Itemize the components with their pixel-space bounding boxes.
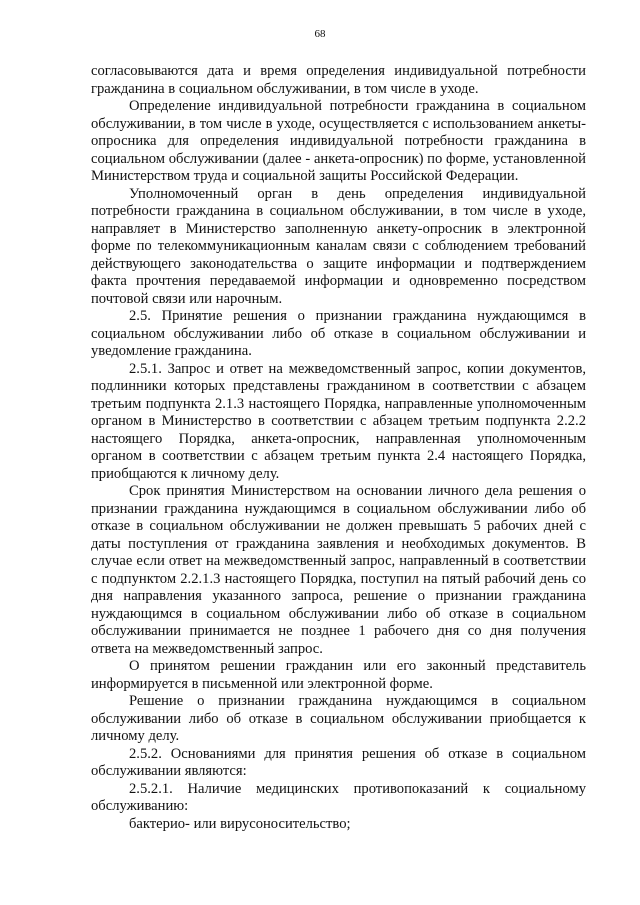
document-body	[91, 63, 586, 833]
paragraph-3: Уполномоченный орган в день определения индивидуальной потребности гражданина в социальном обслуживании, в том числе в уходе, направляет в Министерство заполненную анкету-опросник в электронной форме по телекоммуникационным каналам связи с соблюдением требований действующего законодательства о защите информации и подтверждением факта прочтения передаваемой информации и одновременно посредством почтовой связи или нарочным.	[91, 185, 586, 307]
paragraph-9: 2.5.2. Основаниями для принятия решения об отказе в социальном обслуживании являются:	[91, 745, 586, 779]
paragraph-8: Решение о признании гражданина нуждающимся в социальном обслуживании либо об отказе в социальном обслуживании приобщается к личному делу.	[91, 693, 586, 744]
paragraph-1: согласовываются дата и время определения индивидуальной потребности гражданина в социальном обслуживании, в том числе в уходе.	[91, 63, 586, 97]
paragraph-4: 2.5. Принятие решения о признании гражданина нуждающимся в социальном обслуживании либо об отказе в социальном обслуживании и уведомление гражданина.	[91, 308, 586, 359]
paragraph-2: Определение индивидуальной потребности гражданина в социальном обслуживании, в том числе в уходе, осуществляется с использованием анкеты-опросника для определения индивидуальной потребности гражданина в социальном обслуживании (далее - анкета-опросник) по форме, установленной Министерством труда и социальной защиты Российской Федерации.	[91, 98, 586, 184]
paragraph-11: бактерио- или вирусоносительство;	[129, 815, 351, 832]
paragraph-6: Срок принятия Министерством на основании личного дела решения о признании гражданина нуждающимся в социальном обслуживании либо об отказе в социальном обслуживании не должен превышать 5 рабочих дней с даты поступления от гражданина заявления и необходимых документов. В случае если ответ на межведомственный запрос, направленный в соответствии с подпунктом 2.2.1.3 настоящего Порядка, поступил на пятый рабочий день со дня направления указанного запроса, решение о признании гражданина нуждающимся в социальном обслуживании либо об отказе в социальном обслуживании принимается не позднее 1 рабочего дня со дня получения ответа на межведомственный запрос.	[91, 483, 586, 657]
page-number: 68	[314, 28, 326, 40]
paragraph-7: О принятом решении гражданин или его законный представитель информируется в письменной или электронной форме.	[91, 658, 586, 692]
paragraph-10: 2.5.2.1. Наличие медицинских противопоказаний к социальному обслуживанию:	[91, 780, 586, 814]
paragraph-5: 2.5.1. Запрос и ответ на межведомственный запрос, копии документов, подлинники которых представлены гражданином в соответствии с абзацем третьим подпункта 2.1.3 настоящего Порядка, направленные уполномоченным органом в Министерство в соответствии с абзацем третьим подпункта 2.2.2 настоящего Порядка, анкета-опросник, направленная уполномоченным органом в соответствии с абзацем третьим пункта 2.4 настоящего Порядка, приобщаются к личному делу.	[91, 360, 586, 482]
